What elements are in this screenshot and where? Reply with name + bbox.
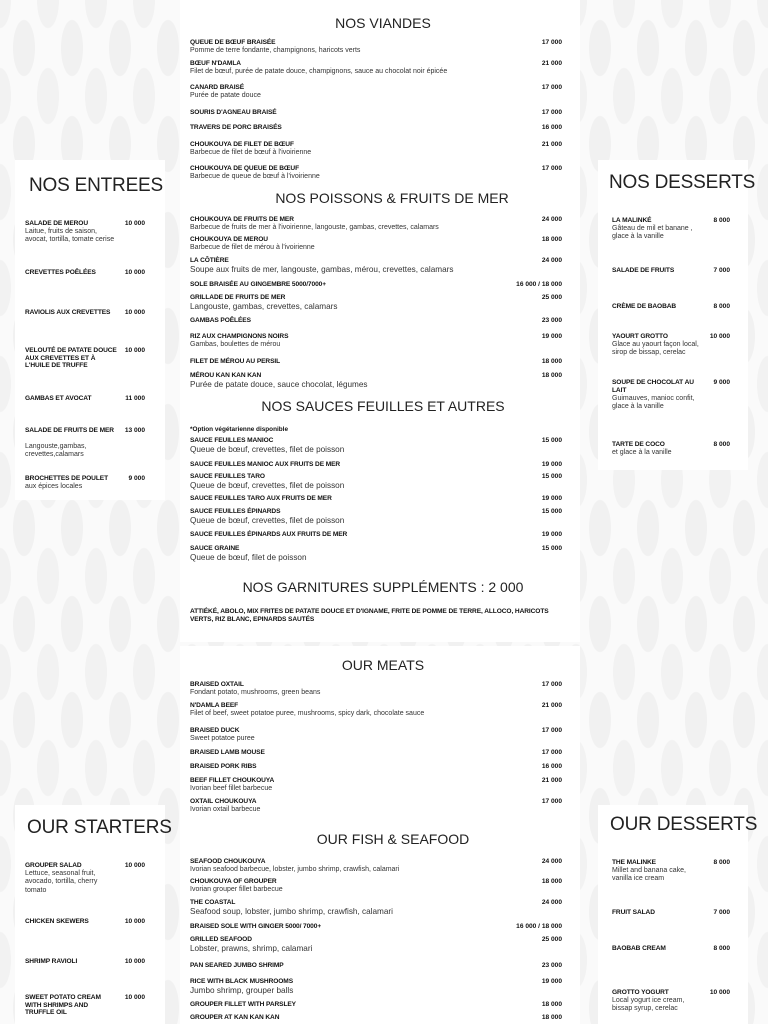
item-name: THE COASTAL: [190, 899, 236, 906]
item-price: 15 000: [541, 437, 562, 444]
item-name: N'DAMLA BEEF: [190, 702, 239, 709]
item-name: CANARD BRAISÉ: [190, 84, 245, 91]
item-name: BAOBAB CREAM: [612, 945, 666, 952]
item-description: Barbecue de filet de mérou à l'ivoirienne: [190, 244, 315, 252]
item-description: Purée de patate douce, sauce chocolat, légumes: [190, 380, 368, 390]
item-name: RAVIOLIS AUX CREVETTES: [25, 309, 111, 316]
item-description: Fondant potato, mushrooms, green beans: [190, 689, 321, 697]
right-panel-fr: [598, 160, 748, 470]
item-price: 17 000: [541, 798, 562, 805]
item-description: Langouste, gambas, crevettes, calamars: [190, 302, 338, 312]
item-name: GROUPER FILLET WITH PARSLEY: [190, 1001, 296, 1008]
item-price: 24 000: [541, 899, 562, 906]
item-name: YAOURT GROTTO: [612, 333, 668, 340]
item-description: Ivorian seafood barbecue, lobster, jumbo shrimp, crawfish, calamari: [190, 866, 400, 874]
item-price: 24 000: [541, 257, 562, 264]
item-name: TRAVERS DE PORC BRAISÉS: [190, 124, 282, 131]
item-name: SAUCE GRAINE: [190, 545, 240, 552]
item-price: 10 000: [124, 347, 145, 354]
item-name: GRILLED SEAFOOD: [190, 936, 252, 943]
item-price: 18 000: [541, 358, 562, 365]
item-name: SAUCE FEUILLES ÉPINARDS AUX FRUITS DE MER: [190, 531, 348, 538]
item-name: CHICKEN SKEWERS: [25, 918, 89, 925]
item-description: Queue de bœuf, filet de poisson: [190, 553, 307, 563]
item-price: 17 000: [541, 749, 562, 756]
item-description: Barbecue de filet de bœuf à l'ivoirienne: [190, 149, 312, 157]
item-price: 19 000: [541, 978, 562, 985]
item-description: Lettuce, seasonal fruit, avocado, tortilla, cherry tomato: [25, 870, 98, 894]
item-price: 8 000: [713, 303, 730, 310]
item-name: SHRIMP RAVIOLI: [25, 958, 78, 965]
item-price: 15 000: [541, 508, 562, 515]
item-price: 8 000: [713, 441, 730, 448]
item-name: FILET DE MÉROU AU PERSIL: [190, 358, 281, 365]
item-price: 15 000: [541, 473, 562, 480]
item-price: 7 000: [713, 909, 730, 916]
section-title: NOS DESSERTS: [609, 172, 756, 193]
item-description: et glace à la vanille: [612, 449, 672, 457]
item-price: 10 000: [124, 918, 145, 925]
item-name: CHOUKOUYA DE FILET DE BŒUF: [190, 141, 294, 148]
item-description: Guimauves, manioc confit, glace à la vanille: [612, 394, 695, 410]
item-name: SALADE DE FRUITS: [612, 267, 675, 274]
item-name: SEAFOOD CHOUKOUYA: [190, 858, 266, 865]
item-name: CHOUKOUYA DE MEROU: [190, 236, 268, 243]
item-name: BRAISED LAMB MOUSE: [190, 749, 265, 756]
item-description: Ivorian grouper fillet barbecue: [190, 886, 283, 894]
item-name: BRAISED OXTAIL: [190, 681, 244, 688]
item-name: MÉROU KAN KAN KAN: [190, 372, 262, 379]
item-description: Soupe aux fruits de mer, langouste, gambas, mérou, crevettes, calamars: [190, 265, 454, 275]
item-name: CREVETTES POÊLÉES: [25, 269, 96, 276]
item-price: 16 000: [541, 763, 562, 770]
item-price: 19 000: [541, 333, 562, 340]
item-name: LA MALINKÉ: [612, 217, 652, 224]
item-description: aux épices locales: [25, 483, 83, 491]
item-name: GAMBAS POÊLÉES: [190, 317, 251, 324]
item-price: 10 000: [709, 989, 730, 996]
item-name: SOUPE DE CHOCOLAT AU LAIT: [612, 379, 694, 394]
item-description: Millet and banana cake, vanilla ice cream: [612, 867, 686, 883]
item-price: 25 000: [541, 294, 562, 301]
item-name: SOLE BRAISÉE AU GINGEMBRE 5000/7000+: [190, 281, 326, 288]
item-name: SAUCE FEUILLES TARO: [190, 473, 265, 480]
item-name: BŒUF N'DAMLA: [190, 60, 241, 67]
item-name: SAUCE FEUILLES TARO AUX FRUITS DE MER: [190, 495, 332, 502]
section-title: NOS VIANDES: [335, 15, 431, 31]
item-description: Purée de patate douce: [190, 92, 261, 100]
item-description: Queue de bœuf, crevettes, filet de poisson: [190, 516, 345, 526]
item-price: 23 000: [541, 317, 562, 324]
item-price: 21 000: [541, 777, 562, 784]
item-price: 9 000: [713, 379, 730, 386]
garnitures-list: ATTIÉKÉ, ABOLO, MIX FRITES DE PATATE DOUCE ET D'IGNAME, FRITE DE POMME DE TERRE, ALLOCO, HARICOTS VERTS, RIZ BLANC, EPINARDS SAUTÉS: [190, 608, 549, 623]
item-name: SAUCE FEUILLES MANIOC: [190, 437, 274, 444]
item-price: 10 000: [124, 862, 145, 869]
item-description: Lobster, prawns, shrimp, calamari: [190, 944, 313, 954]
item-name: RICE WITH BLACK MUSHROOMS: [190, 978, 293, 985]
section-title: OUR STARTERS: [27, 817, 172, 838]
item-price: 19 000: [541, 461, 562, 468]
item-price: 24 000: [541, 858, 562, 865]
item-price: 21 000: [541, 702, 562, 709]
item-name: BEEF FILLET CHOUKOUYA: [190, 777, 275, 784]
item-price: 15 000: [541, 545, 562, 552]
item-description: Langouste,gambas, crevettes,calamars: [25, 442, 87, 458]
item-price: 16 000 / 18 000: [516, 923, 562, 930]
item-name: SALADE DE MEROU: [25, 220, 88, 227]
item-name: SWEET POTATO CREAM WITH SHRIMPS AND TRUFFLE OIL: [25, 994, 101, 1017]
item-price: 17 000: [541, 165, 562, 172]
item-price: 16 000 / 18 000: [516, 281, 562, 288]
item-price: 21 000: [541, 60, 562, 67]
item-description: Barbecue de queue de bœuf à l'ivoirienne: [190, 173, 320, 181]
item-price: 18 000: [541, 1001, 562, 1008]
item-name: CHOUKOUYA OF GROUPER: [190, 878, 277, 885]
item-description: Queue de bœuf, crevettes, filet de poisson: [190, 445, 345, 455]
item-price: 24 000: [541, 216, 562, 223]
section-title: OUR MEATS: [341, 657, 425, 673]
item-name: CHOUKOUYA DE FRUITS DE MER: [190, 216, 294, 223]
item-price: 17 000: [541, 109, 562, 116]
item-name: BRAISED SOLE WITH GINGER 5000/ 7000+: [190, 923, 322, 930]
item-price: 19 000: [541, 495, 562, 502]
item-price: 23 000: [541, 962, 562, 969]
item-name: GROTTO YOGURT: [612, 989, 669, 996]
item-price: 8 000: [713, 217, 730, 224]
item-description: Seafood soup, lobster, jumbo shrimp, crawfish, calamari: [190, 907, 393, 917]
item-name: CHOUKOUYA DE QUEUE DE BŒUF: [190, 165, 300, 172]
item-price: 17 000: [541, 681, 562, 688]
item-description: Ivorian oxtail barbecue: [190, 806, 261, 814]
item-name: SOURIS D'AGNEAU BRAISÉ: [190, 109, 277, 116]
item-description: Filet de bœuf, purée de patate douce, champignons, sauce au chocolat noir épicée: [190, 68, 448, 76]
item-name: RIZ AUX CHAMPIGNONS NOIRS: [190, 333, 289, 340]
item-description: Laitue, fruits de saison, avocat, tortilla, tomate cerise: [25, 228, 115, 244]
item-price: 18 000: [541, 1014, 562, 1021]
item-name: SAUCE FEUILLES MANIOC AUX FRUITS DE MER: [190, 461, 341, 468]
item-description: Glace au yaourt façon local, sirop de bissap, cerelac: [612, 341, 699, 357]
item-description: Barbecue de fruits de mer à l'ivoirienne, langouste, gambas, crevettes, calamars: [190, 224, 439, 232]
item-description: Jumbo shrimp, grouper balls: [190, 986, 294, 996]
item-description: Pomme de terre fondante, champignons, haricots verts: [190, 47, 361, 55]
item-price: 10 000: [124, 958, 145, 965]
item-price: 13 000: [124, 427, 145, 434]
item-name: THE MALINKE: [612, 859, 656, 866]
item-name: GAMBAS ET AVOCAT: [25, 395, 92, 402]
section-title: NOS SAUCES FEUILLES ET AUTRES: [261, 398, 505, 414]
item-price: 18 000: [541, 236, 562, 243]
section-title: NOS GARNITURES SUPPLÉMENTS : 2 000: [242, 579, 524, 595]
item-name: BROCHETTES DE POULET: [25, 475, 108, 482]
item-name: BRAISED PORK RIBS: [190, 763, 257, 770]
item-description: Gambas, boulettes de mérou: [190, 341, 281, 349]
item-name: LA CÔTIÈRE: [190, 257, 229, 264]
section-title: OUR DESSERTS: [610, 814, 758, 835]
item-name: FRUIT SALAD: [612, 909, 655, 916]
item-price: 19 000: [541, 531, 562, 538]
item-price: 10 000: [124, 309, 145, 316]
item-price: 21 000: [541, 141, 562, 148]
item-price: 17 000: [541, 39, 562, 46]
item-price: 8 000: [713, 859, 730, 866]
item-price: 10 000: [124, 269, 145, 276]
item-name: SALADE DE FRUITS DE MER: [25, 427, 114, 434]
item-description: Queue de bœuf, crevettes, filet de poisson: [190, 481, 345, 491]
item-name: TARTE DE COCO: [612, 441, 665, 448]
item-price: 17 000: [541, 727, 562, 734]
item-name: SAUCE FEUILLES ÉPINARDS: [190, 508, 281, 515]
item-price: 16 000: [541, 124, 562, 131]
section-title: OUR FISH & SEAFOOD: [316, 831, 470, 847]
item-price: 11 000: [125, 395, 145, 402]
item-name: VELOUTÉ DE PATATE DOUCE AUX CREVETTES ET À L'HUILE DE TRUFFE: [25, 347, 117, 370]
section-title: NOS ENTREES: [29, 175, 163, 196]
item-price: 10 000: [709, 333, 730, 340]
item-name: GRILLADE DE FRUITS DE MER: [190, 294, 286, 301]
item-price: 17 000: [541, 84, 562, 91]
section-title: NOS POISSONS & FRUITS DE MER: [275, 190, 509, 206]
item-description: Ivorian beef fillet barbecue: [190, 785, 273, 793]
item-price: 18 000: [541, 878, 562, 885]
vegetarian-note: *Option végétarienne disponible: [190, 426, 289, 433]
item-name: CRÈME DE BAOBAB: [612, 303, 677, 310]
item-name: PAN SEARED JUMBO SHRIMP: [190, 962, 284, 969]
item-name: QUEUE DE BŒUF BRAISÉE: [190, 39, 276, 46]
item-price: 7 000: [713, 267, 730, 274]
item-description: Filet of beef, sweet potatoe puree, mushrooms, spicy dark, chocolate sauce: [190, 710, 425, 718]
item-price: 9 000: [128, 475, 145, 482]
item-price: 8 000: [713, 945, 730, 952]
item-name: BRAISED DUCK: [190, 727, 240, 734]
item-description: Gâteau de mil et banane , glace à la vanille: [612, 225, 693, 241]
item-description: Sweet potatoe puree: [190, 735, 255, 743]
item-name: GROUPER SALAD: [25, 862, 82, 869]
item-name: GROUPER AT KAN KAN KAN: [190, 1014, 280, 1021]
item-description: Local yogurt ice cream, bissap syrup, cerelac: [612, 997, 685, 1013]
item-price: 18 000: [541, 372, 562, 379]
item-price: 10 000: [124, 220, 145, 227]
item-name: OXTAIL CHOUKOUYA: [190, 798, 257, 805]
item-price: 10 000: [124, 994, 145, 1001]
item-price: 25 000: [541, 936, 562, 943]
